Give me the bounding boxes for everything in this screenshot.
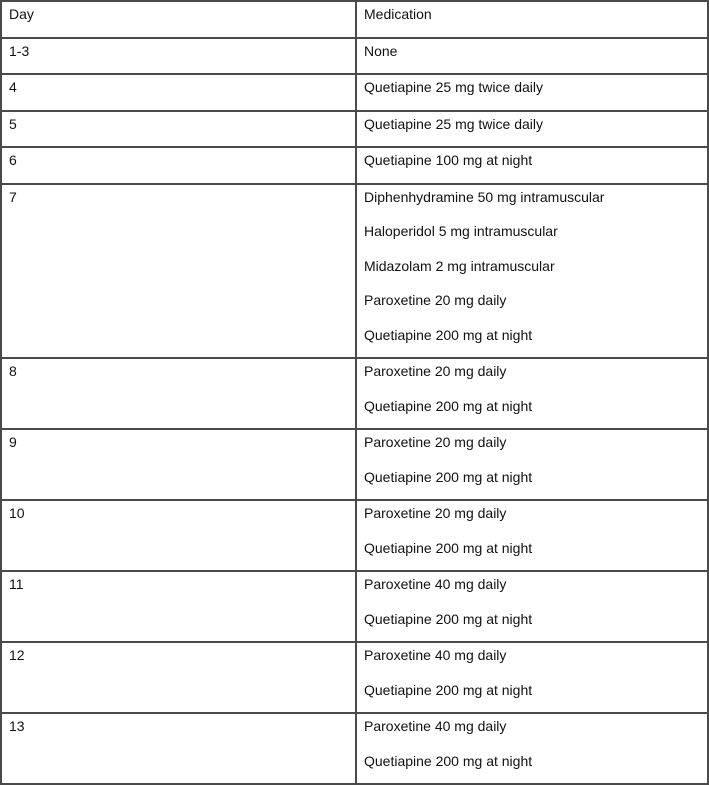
header-day-label: Day [9, 6, 34, 22]
day-value: 1-3 [9, 42, 30, 59]
medication-entry: Quetiapine 100 mg at night [364, 152, 533, 168]
medication-entry: Paroxetine 40 mg daily [364, 647, 507, 663]
medication-cell [356, 429, 708, 500]
medication-cell [356, 111, 708, 148]
medication-entry: Quetiapine 200 mg at night [364, 610, 533, 627]
day-value: 4 [9, 79, 17, 95]
day-cell [1, 184, 356, 359]
day-value: 7 [9, 188, 17, 205]
medication-entry: Quetiapine 25 mg twice daily [364, 79, 543, 95]
table-body [1, 1, 708, 784]
day-cell [1, 38, 356, 75]
table-row [1, 429, 708, 500]
day-cell [1, 571, 356, 642]
day-cell [1, 429, 356, 500]
day-cell [1, 642, 356, 713]
day-value: 5 [9, 115, 17, 132]
table-row [1, 713, 708, 784]
day-value: 6 [9, 152, 17, 168]
day-cell [1, 74, 356, 111]
medication-entry: Paroxetine 40 mg daily [364, 576, 507, 592]
medication-entry: Midazolam 2 mg intramuscular [364, 257, 555, 274]
medication-entry: Paroxetine 20 mg daily [364, 505, 507, 521]
header-day [1, 1, 356, 38]
medication-entry: Quetiapine 200 mg at night [364, 752, 533, 769]
medication-cell [356, 38, 708, 75]
day-cell [1, 713, 356, 784]
table-row [1, 642, 708, 713]
day-value: 10 [9, 505, 25, 521]
medication-entry: Quetiapine 200 mg at night [364, 539, 533, 556]
day-value: 11 [9, 576, 24, 592]
day-cell [1, 500, 356, 571]
medication-entry: Paroxetine 40 mg daily [364, 718, 507, 734]
header-row [1, 1, 708, 38]
table-row [1, 571, 708, 642]
medication-cell [356, 184, 708, 359]
medication-entry: Quetiapine 25 mg twice daily [364, 115, 543, 132]
medication-cell [356, 713, 708, 784]
medication-entry: Quetiapine 200 mg at night [364, 681, 533, 698]
table-row [1, 38, 708, 75]
medication-entry: Quetiapine 200 mg at night [364, 326, 533, 343]
medication-cell [356, 500, 708, 571]
medication-entry: None [364, 42, 398, 59]
header-medication-label: Medication [364, 6, 432, 22]
medication-entry: Paroxetine 20 mg daily [364, 292, 507, 308]
medication-cell [356, 571, 708, 642]
table-row [1, 74, 708, 111]
table-row [1, 358, 708, 429]
medication-entry: Quetiapine 200 mg at night [364, 468, 533, 485]
medication-entry: Diphenhydramine 50 mg intramuscular [364, 188, 605, 205]
header-medication [356, 1, 708, 38]
medication-entry: Paroxetine 20 mg daily [364, 363, 507, 379]
day-value: 9 [9, 434, 17, 450]
medication-entry: Quetiapine 200 mg at night [364, 397, 533, 414]
table-row [1, 111, 708, 148]
day-cell [1, 358, 356, 429]
day-cell [1, 111, 356, 148]
day-cell [1, 147, 356, 184]
medication-entry: Haloperidol 5 mg intramuscular [364, 223, 558, 239]
table-row [1, 500, 708, 571]
day-value: 12 [9, 647, 25, 663]
table-row [1, 147, 708, 184]
day-value: 13 [9, 718, 25, 734]
medication-entry: Paroxetine 20 mg daily [364, 434, 507, 450]
medication-cell [356, 358, 708, 429]
medication-cell [356, 642, 708, 713]
table-row [1, 184, 708, 359]
day-value: 8 [9, 363, 17, 379]
medication-cell [356, 147, 708, 184]
medication-cell [356, 74, 708, 111]
